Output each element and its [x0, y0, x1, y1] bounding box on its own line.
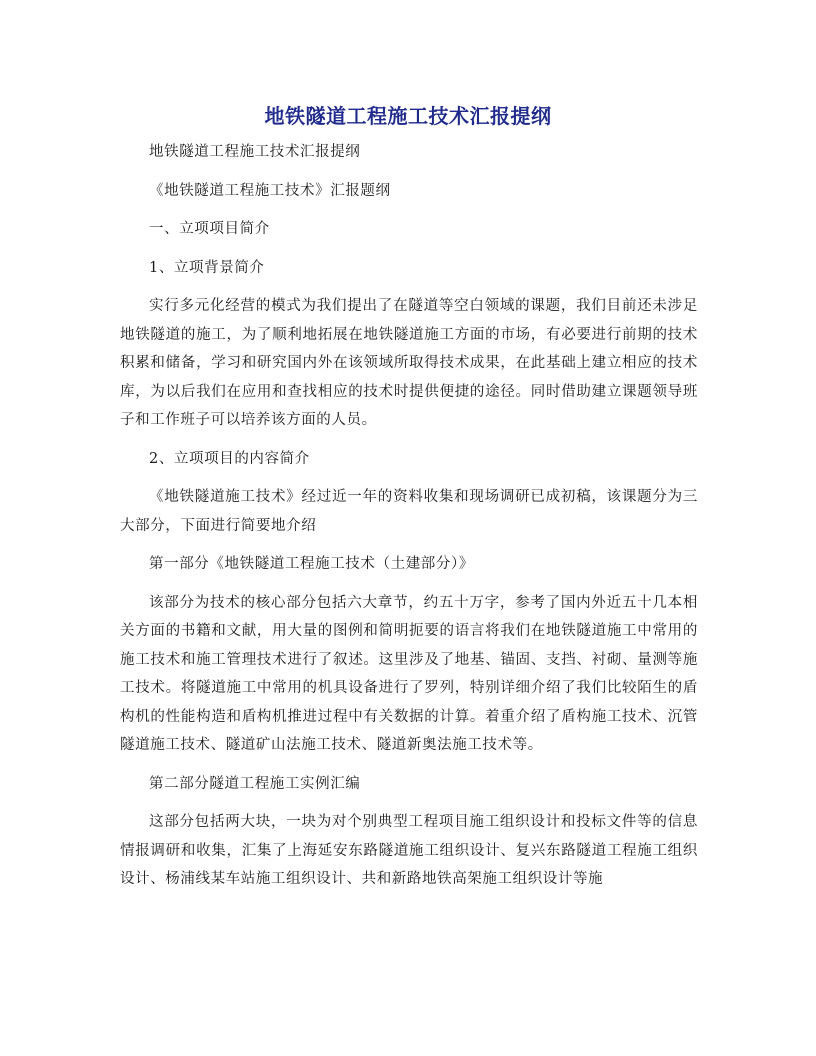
document-title: 地铁隧道工程施工技术汇报提纲 — [264, 104, 552, 128]
body-paragraph: 该部分为技术的核心部分包括六大章节，约五十万字，参考了国内外近五十几本相关方面的书籍和文献，用大量的图例和简明扼要的语言将我们在地铁隧道施工中常用的施工技术和施工管理技术进行了叙述。这里涉及了地基、锚固、支挡、衬砌、量测等施工技术。将隧道施工中常用的机具设备进行了罗列，特别详细介绍了我们比较陌生的盾构机的性能构造和盾构机推进过程中有关数据的计算。着重介绍了盾构施工技术、沉管隧道施工技术、隧道矿山法施工技术、隧道新奥法施工技术等。 — [120, 594, 698, 753]
document-body — [120, 138, 698, 904]
body-paragraph: 这部分包括两大块，一块为对个别典型工程项目施工组织设计和投标文件等的信息情报调研和收集，汇集了上海延安东路隧道施工组织设计、复兴东路隧道工程施工组织设计、杨浦线某车站施工组织设计、共和新路地铁高架施工组织设计等施 — [120, 814, 698, 887]
part-heading-1: 第一部分《地铁隧道工程施工技术（土建部分）》 — [149, 556, 474, 572]
section-heading-1: 一、立项项目简介 — [149, 221, 270, 237]
subsection-heading-1-1: 1、立项背景简介 — [149, 259, 265, 276]
subsection-heading-1-2: 2、立项项目的内容简介 — [149, 450, 310, 467]
outline-heading: 《地铁隧道工程施工技术》汇报题纲 — [149, 182, 391, 199]
part-heading-2: 第二部分隧道工程施工实例汇编 — [149, 775, 361, 792]
body-paragraph: 实行多元化经营的模式为我们提出了在隧道等空白领域的课题，我们目前还未涉足地铁隧道的施工，为了顺利地拓展在地铁隧道施工方面的市场，有必要进行前期的技术积累和储备，学习和研究国内外在该领域所取得技术成果，在此基础上建立相应的技术库，为以后我们在应用和查找相应的技术时提供便捷的途径。同时借助建立课题领导班子和工作班子可以培养该方面的人员。 — [120, 298, 698, 428]
subtitle-paragraph: 地铁隧道工程施工技术汇报提纲 — [149, 144, 361, 160]
body-paragraph: 《地铁隧道施工技术》经过近一年的资料收集和现场调研已成初稿，该课题分为三大部分，下面进行简要地介绍 — [120, 489, 698, 534]
